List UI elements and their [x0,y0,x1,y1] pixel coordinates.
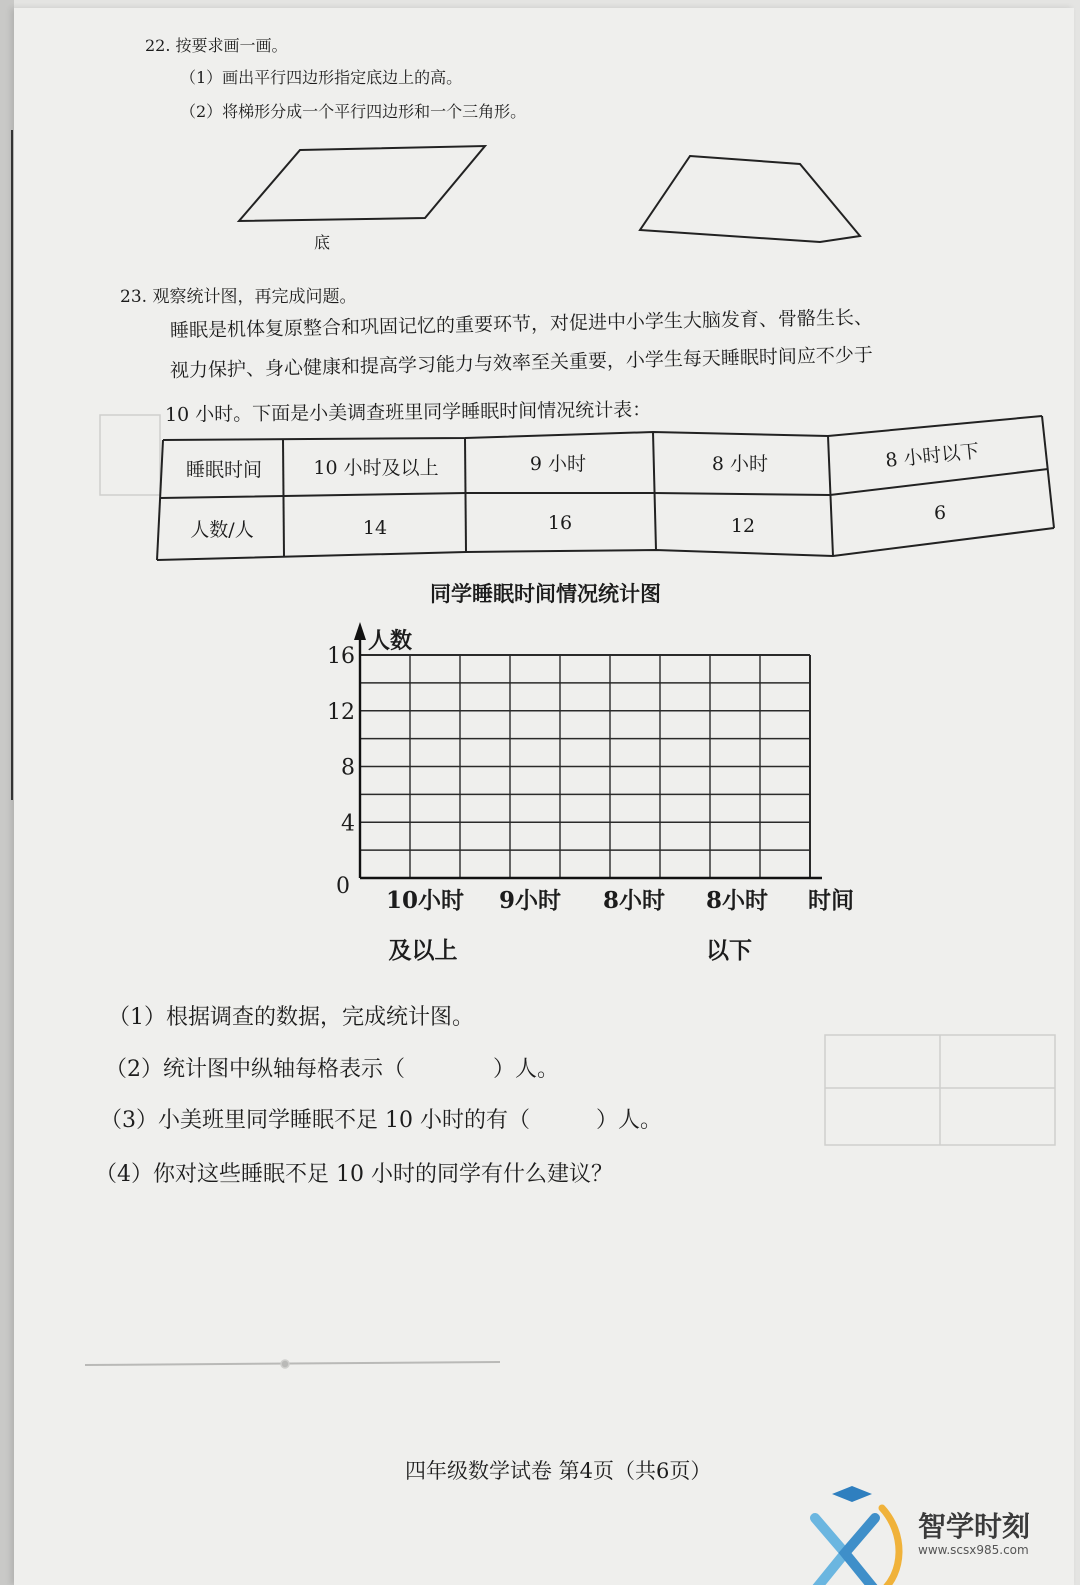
sub-question-1: （1）根据调查的数据，完成统计图。 [108,1005,474,1030]
table-header-cell: 8 小时 [711,453,769,475]
chart-title: 同学睡眠时间情况统计图 [430,582,661,606]
x-category-label: 9小时 [498,887,562,914]
x-axis-label: 时间 [808,887,854,914]
table-header-cell: 9 小时 [529,453,587,475]
question-23-paragraph-line-1: 睡眠是机体复原整合和巩固记忆的重要环节，对促进中小学生大脑发育、骨骼生长、 [169,306,874,342]
table-value-cell: 14 [362,517,388,539]
question-22-item-1: （1）画出平行四边形指定底边上的高。 [180,68,463,87]
watermark-url: www.scsx985.com [918,1543,1029,1557]
question-22-title: 22. 按要求画一画。 [145,36,288,55]
sub-question-2: （2）统计图中纵轴每格表示（ ）人。 [105,1057,559,1082]
question-23-title: 23. 观察统计图，再完成问题。 [120,287,357,307]
table-header-cell: 8 小时以下 [884,440,981,472]
table-value-cell: 6 [933,502,947,524]
table-value-cell: 16 [547,512,573,534]
page-footer: 四年级数学试卷 第4页（共6页） [405,1459,712,1483]
question-23-paragraph-line-2: 视力保护、身心健康和提高学习能力与效率至关重要，小学生每天睡眠时间应不少于 [169,344,874,382]
x-category-label: 以下 [706,937,752,964]
x-category-label: 8小时 [602,887,666,914]
y-tick-label: 4 [341,811,355,837]
table-header-cell: 10 小时及以上 [313,457,439,479]
y-tick-label: 0 [336,874,350,899]
x-category-label: 及以上 [388,937,458,964]
table-value-cell: 12 [730,515,756,537]
question-22-item-2: （2）将梯形分成一个平行四边形和一个三角形。 [180,102,527,121]
y-tick-label: 12 [327,699,355,725]
x-category-label: 10小时 [385,887,465,914]
watermark-name: 智学时刻 [918,1510,1031,1543]
table-header-cell: 睡眠时间 [185,459,263,481]
table-row-label: 人数/人 [190,519,254,541]
parallelogram-base-label: 底 [314,233,331,252]
x-category-label: 8小时 [705,887,769,914]
y-tick-label: 16 [327,644,355,669]
sub-question-3: （3）小美班里同学睡眠不足 10 小时的有（ ）人。 [100,1108,662,1133]
question-23-paragraph-line-3: 10 小时。下面是小美调查班里同学睡眠时间情况统计表： [164,398,652,426]
y-tick-label: 8 [341,755,355,781]
sub-question-4: （4）你对这些睡眠不足 10 小时的同学有什么建议？ [95,1162,613,1187]
y-axis-label: 人数 [368,628,413,654]
